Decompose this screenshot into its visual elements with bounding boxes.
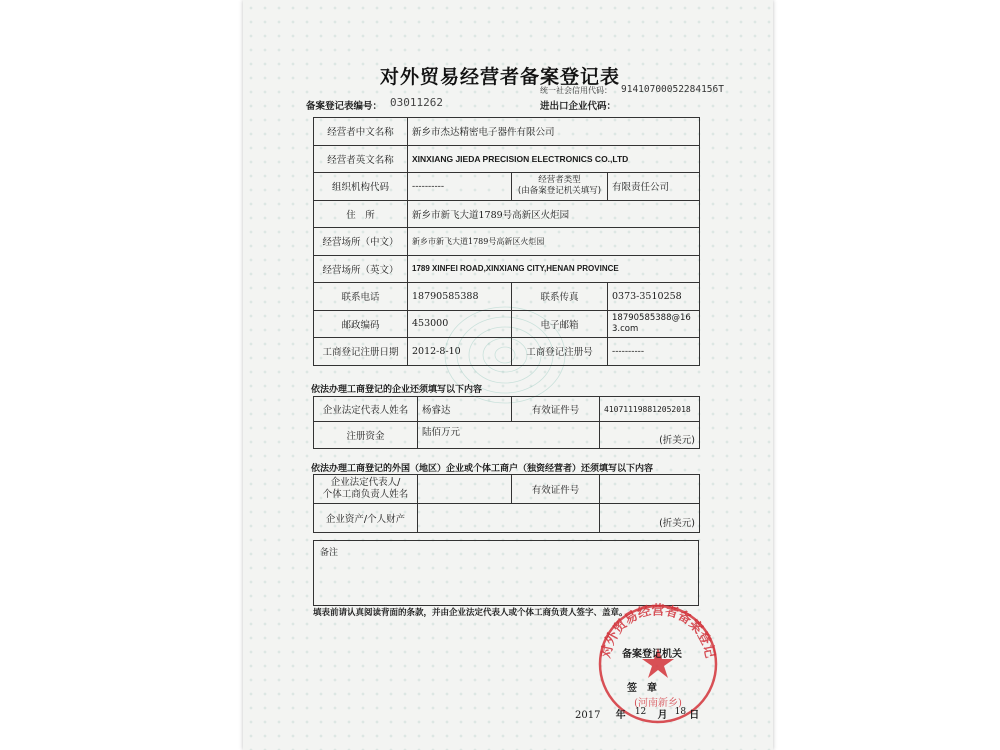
section2-heading: 依法办理工商登记的外国（地区）企业或个体工商户（独资经营者）还须填写以下内容 (311, 464, 654, 474)
assets-label: 企业资产/个人财产 (314, 504, 418, 533)
email-value: 18790585388@163.com (608, 310, 700, 338)
table-row (314, 422, 700, 449)
org-code-label: 组织机构代码 (314, 173, 408, 201)
seal-subtext: (河南新乡) (634, 698, 682, 709)
phone-label: 联系电话 (314, 283, 408, 311)
legal-rep-value: 杨睿达 (418, 397, 512, 422)
id-no-label: 有效证件号 (512, 397, 600, 422)
document-title: 对外贸易经营者备案登记表 (379, 66, 620, 88)
operator-type-label-line1: 经营者类型 (538, 175, 581, 186)
table-row (314, 173, 700, 201)
foreign-id-value (600, 475, 700, 504)
table-row (314, 118, 700, 146)
foreign-rep-value (418, 475, 512, 504)
credit-code-value: 91410700052284156T (621, 84, 724, 95)
remarks-table (313, 540, 699, 606)
biz-reg-no-value: ---------- (608, 338, 700, 366)
table-row (314, 145, 700, 173)
operator-type-value: 有限责任公司 (608, 173, 700, 201)
foreign-rep-label-line1: 企业法定代表人/ (330, 477, 401, 488)
section2-table (313, 474, 700, 533)
postcode-label: 邮政编码 (314, 310, 408, 338)
foreign-id-label: 有效证件号 (512, 475, 600, 504)
assets-value (418, 504, 600, 533)
section1-table (313, 396, 700, 449)
operator-type-label (512, 173, 608, 201)
name-en-label: 经营者英文名称 (314, 145, 408, 173)
table-row (314, 228, 700, 256)
address-value: 新乡市新飞大道1789号高新区火炬园 (408, 200, 700, 228)
email-label: 电子邮箱 (512, 310, 608, 338)
table-row (314, 338, 700, 366)
capital-usd-note: (折美元) (600, 422, 700, 449)
signature-stamp-label: 签 章 (627, 683, 657, 694)
date-day: 18 (674, 707, 687, 717)
table-row (314, 310, 700, 338)
operator-type-label-line2: (由备案登记机关填写) (517, 186, 602, 197)
premises-cn-label: 经营场所（中文） (314, 228, 408, 256)
id-no-value: 410711198812052018 (600, 397, 700, 422)
phone-value: 18790585388 (408, 283, 512, 311)
biz-reg-date-value: 2012-8-10 (408, 338, 512, 366)
date-month: 12 (634, 707, 647, 717)
registration-office-label: 备案登记机关 (622, 649, 682, 660)
premises-en-label: 经营场所（英文） (314, 255, 408, 283)
foreign-rep-label-line2: 个体工商负责人姓名 (322, 489, 409, 500)
date-month-char: 月 (657, 710, 668, 721)
section1-heading: 依法办理工商登记的企业还须填写以下内容 (311, 385, 483, 395)
table-row (314, 200, 700, 228)
name-en-value: XINXIANG JIEDA PRECISION ELECTRONICS CO.,LTD (408, 145, 700, 173)
legal-rep-label: 企业法定代表人姓名 (314, 397, 418, 422)
premises-cn-value: 新乡市新飞大道1789号高新区火炬园 (408, 228, 700, 256)
table-row (314, 255, 700, 283)
table-row (314, 283, 700, 311)
date-day-char: 日 (689, 710, 700, 721)
date-year-char: 年 (615, 710, 626, 721)
capital-value: 陆佰万元 (418, 422, 600, 449)
import-export-code-label: 进出口企业代码： (540, 101, 617, 112)
main-info-table (313, 117, 700, 366)
postcode-value: 453000 (408, 310, 512, 338)
seal-text: 对外贸易经营者备案登记 (598, 603, 718, 660)
date-year: 2017 (575, 710, 601, 721)
remarks-label: 备注 (314, 541, 699, 606)
reg-no-label: 备案登记表编号： (306, 101, 383, 112)
biz-reg-no-label: 工商登记注册号 (512, 338, 608, 366)
credit-code-label: 统一社会信用代码： (540, 86, 612, 95)
table-row (314, 541, 699, 606)
biz-reg-date-label: 工商登记注册日期 (314, 338, 408, 366)
table-row (314, 475, 700, 504)
assets-usd-note: (折美元) (600, 504, 700, 533)
fax-value: 0373-3510258 (608, 283, 700, 311)
fax-label: 联系传真 (512, 283, 608, 311)
capital-label: 注册资金 (314, 422, 418, 449)
table-row (314, 397, 700, 422)
premises-en-value: 1789 XINFEI ROAD,XINXIANG CITY,HENAN PROVINCE (408, 255, 700, 283)
reg-no-value: 03011262 (390, 96, 443, 109)
issue-date (575, 706, 699, 721)
name-cn-value: 新乡市杰达精密电子器件有限公司 (408, 118, 700, 146)
name-cn-label: 经营者中文名称 (314, 118, 408, 146)
foreign-rep-label (314, 475, 418, 504)
footer-note: 填表前请认真阅读背面的条款，并由企业法定代表人或个体工商负责人签字、盖章。 (313, 608, 628, 618)
address-label: 住 所 (314, 200, 408, 228)
org-code-value: ---------- (408, 173, 512, 201)
table-row (314, 504, 700, 533)
